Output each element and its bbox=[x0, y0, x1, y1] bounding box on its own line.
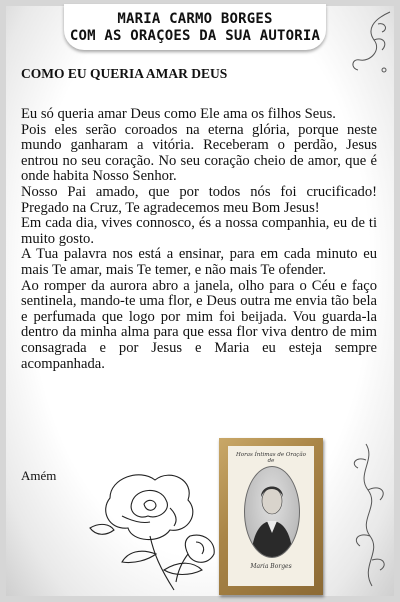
portrait-caption-top bbox=[228, 452, 314, 464]
prayer-paragraph: Eu só queria amar Deus como Ele ama os filhos Seus. bbox=[21, 106, 336, 122]
prayer-text bbox=[21, 107, 377, 372]
portrait-card bbox=[228, 446, 314, 586]
rose-illustration bbox=[70, 458, 240, 598]
prayer-paragraph: Ao romper da aurora abro a janela, olho para o Céu e faço sentinela, mando-te uma flor, e Deus outra me envia tão bela e perfumada que logo por mim foi beijada. Vou guarda-la dentro da minha alma para que essa flor viva dentro de mim consagrada e por Jesus e Maria eu esteja sempre acompanhada. bbox=[21, 277, 377, 372]
title-banner bbox=[64, 4, 326, 50]
portrait-photo bbox=[244, 466, 300, 558]
portrait-caption-bottom: Maria Borges bbox=[250, 563, 292, 570]
person-portrait-image bbox=[245, 467, 299, 557]
portrait-caption-line: de bbox=[267, 458, 275, 464]
prayer-paragraph: A Tua palavra nos está a ensinar, para em cada minuto eu mais Te amar, mais Te temer, e não mais Te ofender. bbox=[21, 246, 377, 278]
author-name: MARIA CARMO BORGES bbox=[117, 11, 273, 27]
prayer-paragraph: Em cada dia, vives connosco, és a nossa companhia, eu de ti muito gosto. bbox=[21, 215, 377, 247]
banner-subtitle: COM AS ORAÇOES DA SUA AUTORIA bbox=[69, 28, 321, 44]
prayer-paragraph: Nosso Pai amado, que por todos nós foi crucificado! Pregado na Cruz, Te agradecemos meu Bom Jesus! bbox=[21, 183, 377, 216]
portrait-caption-line: Horas Íntimas de Oração bbox=[236, 452, 306, 458]
portrait-frame bbox=[219, 438, 323, 595]
prayer-title: COMO EU QUERIA AMAR DEUS bbox=[21, 66, 228, 81]
prayer-paragraph: Pois eles serão coroados na eterna glória, porque neste mundo ganharam a vitória. Receberam o perdão, Jesus entrou no seu coração. No seu coração cheio de amor, que é onde habita Nosso Senhor. bbox=[21, 121, 377, 185]
prayer-closing: Amém bbox=[21, 468, 57, 483]
floral-vine-decoration bbox=[336, 440, 396, 590]
